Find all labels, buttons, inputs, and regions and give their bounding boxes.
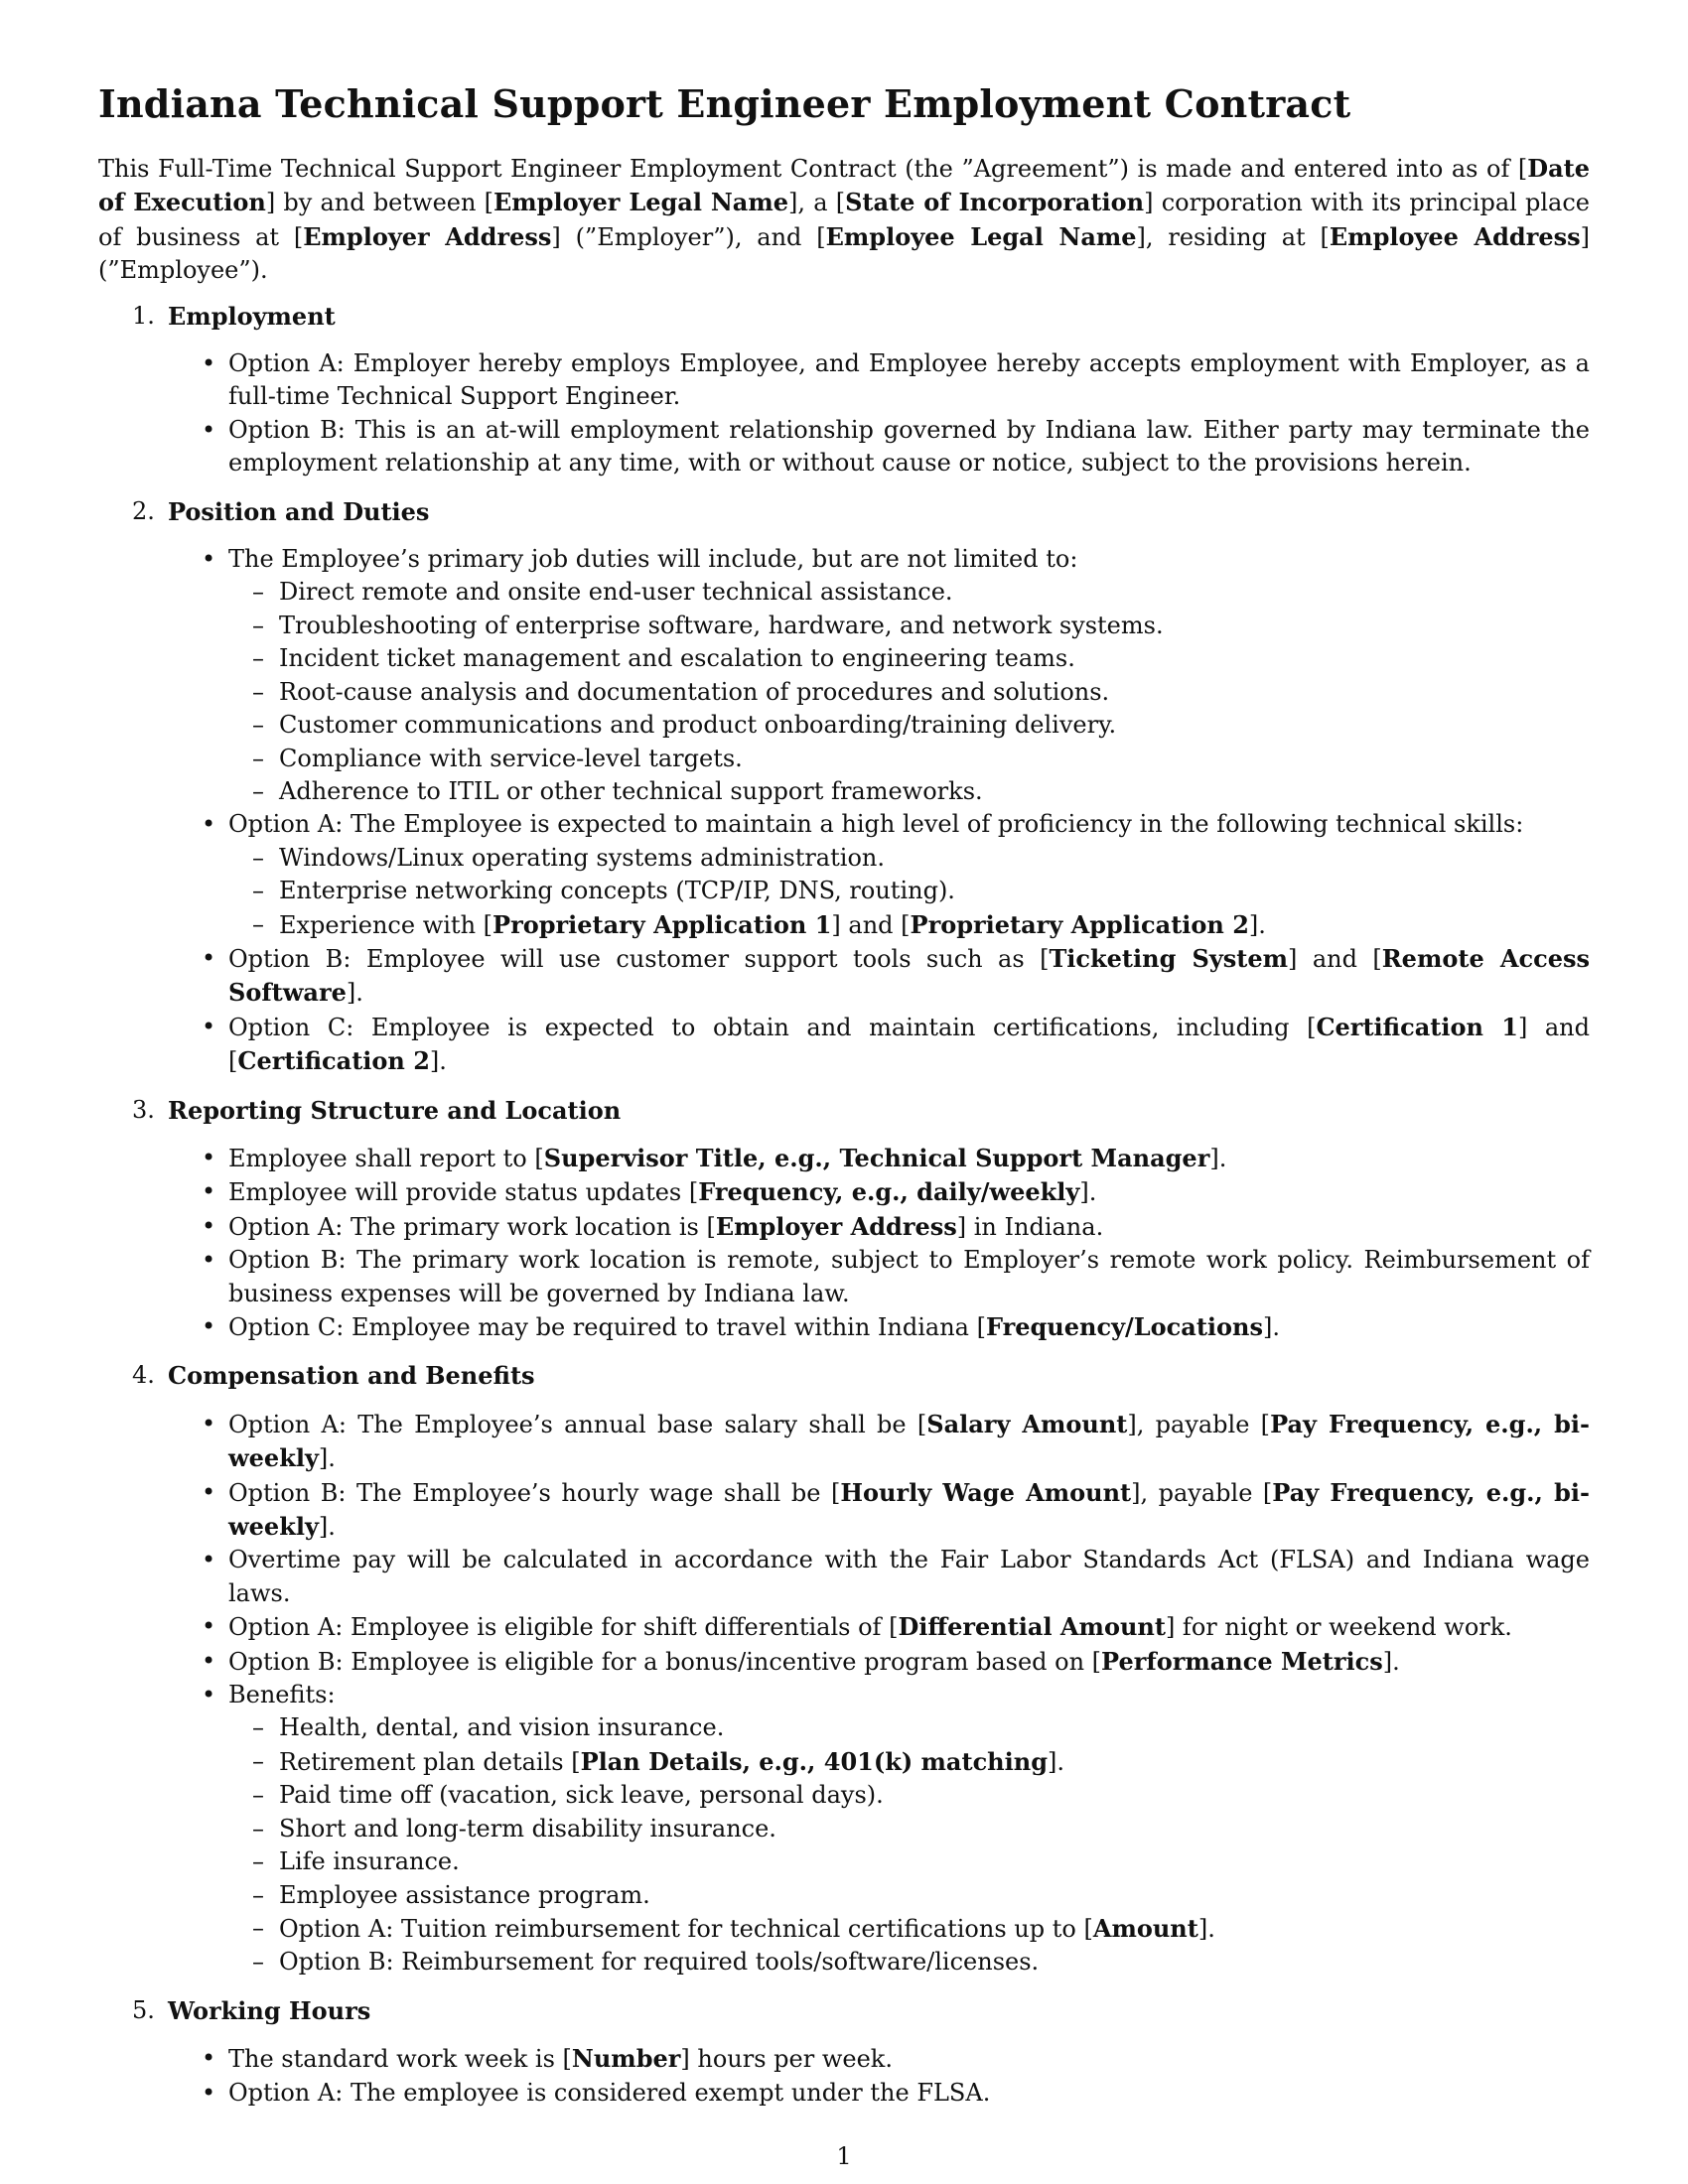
placeholder-field: Plan Details, e.g., 401(k) matching [580, 1746, 1048, 1776]
text-run: Direct remote and onsite end-user technical assistance. [279, 578, 953, 607]
bullet-item [168, 1408, 1590, 1476]
bullet-item [168, 1679, 1590, 1979]
sub-item [228, 576, 1590, 609]
sub-item [228, 1711, 1590, 1744]
text-run: Option A: Tuition reimbursement for technical certifications up to [ [279, 1914, 1093, 1943]
placeholder-field: Remote Access Software [228, 943, 1590, 1008]
contract-sections [98, 300, 1590, 2110]
section-title: Working Hours [168, 1995, 371, 2025]
text-run: ] (”Employer”), and [ [551, 222, 826, 251]
bullet-item [168, 2077, 1590, 2110]
text-run: Option B: Employee is eligible for a bonus/incentive program based on [ [228, 1647, 1102, 1676]
section-number: 4. [132, 1361, 155, 1390]
text-run: Compliance with service-level targets. [279, 744, 743, 772]
text-run: ] and [ [831, 910, 911, 939]
placeholder-field: Pay Frequency, e.g., bi-weekly [228, 1409, 1590, 1473]
intro-paragraph [98, 152, 1590, 288]
sub-item [228, 1912, 1590, 1946]
text-run: This Full-Time Technical Support Engineer Employment Contract (the ”Agreement”) is made and entered into as of [ [98, 155, 1528, 183]
bullet-item [168, 1011, 1590, 1079]
text-run: Windows/Linux operating systems administration. [279, 843, 885, 872]
text-run: Option B: Reimbursement for required tools/software/licenses. [279, 1948, 1040, 1977]
sub-item [228, 1845, 1590, 1878]
section-2 [98, 495, 1590, 1079]
text-run: Option B: The Employee’s hourly wage shall be [ [228, 1478, 841, 1507]
placeholder-field: Frequency, e.g., daily/weekly [698, 1177, 1080, 1207]
placeholder-field: Supervisor Title, e.g., Technical Support Manager [543, 1143, 1210, 1172]
text-run: ]. [318, 1513, 336, 1542]
bullet-item [168, 414, 1590, 480]
text-run: ] for night or weekend work. [1165, 1613, 1512, 1642]
placeholder-field: Employer Address [715, 1211, 957, 1241]
text-run: ]. [429, 1047, 447, 1076]
placeholder-field: Certification 2 [237, 1046, 430, 1076]
text-run: ] hours per week. [680, 2045, 893, 2074]
sub-list [228, 576, 1590, 808]
bullet-item [168, 808, 1590, 942]
text-run: Enterprise networking concepts (TCP/IP, DNS, routing). [279, 877, 955, 905]
text-run: Option A: The primary work location is [ [228, 1212, 716, 1241]
text-run: Option A: The employee is considered exempt under the FLSA. [228, 2078, 991, 2107]
text-run: Troubleshooting of enterprise software, hardware, and network systems. [279, 611, 1164, 639]
text-run: Incident ticket management and escalation to engineering teams. [279, 644, 1075, 673]
text-run: Option A: The Employee is expected to maintain a high level of proficiency in the following technical skills: [228, 810, 1524, 839]
placeholder-field: Number [571, 2044, 681, 2074]
text-run: ], a [ [788, 189, 846, 217]
text-run: Option A: The Employee’s annual base salary shall be [ [228, 1410, 927, 1438]
bullet-item [168, 1175, 1590, 1209]
section-title: Reporting Structure and Location [168, 1095, 622, 1125]
sub-item [228, 743, 1590, 775]
bullet-item [168, 1310, 1590, 1344]
text-run: Health, dental, and vision insurance. [279, 1713, 725, 1742]
text-run: ] in Indiana. [956, 1212, 1104, 1241]
placeholder-field: Certification 1 [1316, 1012, 1518, 1041]
text-run: Option B: The primary work location is remote, subject to Employer’s remote work policy. Reimbursement of business expenses will be governed by Indiana law. [228, 1246, 1590, 1307]
bullet-item [168, 347, 1590, 414]
sub-list [228, 1711, 1590, 1979]
text-run: ] corporation with its principal place of business at [ [98, 189, 1591, 251]
bullet-item [168, 1210, 1590, 1244]
bullet-item [168, 1645, 1590, 1679]
text-run: Option B: This is an at-will employment relationship governed by Indiana law. Either party may terminate the employment relationship at any time, with or without cause or notice, subject to the provisions herein. [228, 415, 1590, 478]
text-run: Option C: Employee may be required to travel within Indiana [ [228, 1313, 986, 1341]
text-run: ]. [1079, 1178, 1097, 1207]
text-run: Employee assistance program. [279, 1880, 650, 1909]
sub-item [228, 875, 1590, 907]
text-run: ]. [1382, 1647, 1400, 1676]
text-run: ], payable [ [1131, 1478, 1273, 1507]
placeholder-field: Amount [1092, 1913, 1198, 1943]
section-1 [98, 300, 1590, 480]
bullet-item [168, 1476, 1590, 1545]
section-number: 3. [132, 1095, 155, 1124]
sub-item [228, 1879, 1590, 1912]
sub-item [228, 642, 1590, 675]
placeholder-field: Employee Address [1329, 221, 1581, 251]
placeholder-field: Pay Frequency, e.g., bi-weekly [228, 1477, 1590, 1542]
placeholder-field: Performance Metrics [1101, 1646, 1383, 1676]
text-run: Paid time off (vacation, sick leave, personal days). [279, 1781, 884, 1810]
placeholder-field: Frequency/Locations [985, 1312, 1263, 1341]
sub-item [228, 1779, 1590, 1812]
bullet-list [168, 543, 1590, 1079]
text-run: ] (”Employee”). [98, 222, 1591, 285]
text-run: ]. [1263, 1313, 1280, 1341]
bullet-list [168, 1142, 1590, 1344]
text-run: ], residing at [ [1136, 222, 1330, 251]
section-number: 1. [132, 301, 155, 330]
text-run: Benefits: [228, 1681, 336, 1709]
text-run: ]. [1209, 1144, 1227, 1172]
text-run: Option A: Employee is eligible for shift differentials of [ [228, 1613, 899, 1642]
bullet-list [168, 347, 1590, 480]
section-title: Compensation and Benefits [168, 1361, 535, 1391]
text-run: Root-cause analysis and documentation of procedures and solutions. [279, 677, 1110, 706]
document-title: Indiana Technical Support Engineer Employment Contract [98, 81, 1351, 126]
text-run: Employee shall report to [ [228, 1144, 544, 1172]
section-number: 2. [132, 496, 155, 525]
text-run: Experience with [ [279, 910, 493, 939]
text-run: Employee will provide status updates [ [228, 1178, 699, 1207]
section-3 [98, 1094, 1590, 1345]
placeholder-field: Proprietary Application 2 [910, 909, 1249, 939]
text-run: Option A: Employer hereby employs Employee, and Employee hereby accepts employment with Employer, as a full-time Technical Support Engineer. [228, 349, 1590, 411]
bullet-list [168, 2042, 1590, 2110]
text-run: Customer communications and product onboarding/training delivery. [279, 711, 1117, 740]
sub-item [228, 1946, 1590, 1979]
section-title: Position and Duties [168, 496, 430, 526]
page-number: 1 [836, 2142, 852, 2170]
text-run: ] by and between [ [265, 189, 493, 217]
placeholder-field: Salary Amount [926, 1409, 1128, 1438]
text-run: The standard work week is [ [228, 2045, 572, 2074]
bullet-item [168, 2042, 1590, 2076]
bullet-item [168, 1544, 1590, 1610]
placeholder-field: Hourly Wage Amount [840, 1477, 1132, 1507]
bullet-item [168, 1610, 1590, 1644]
sub-item [228, 775, 1590, 808]
text-run: ]. [1047, 1747, 1064, 1776]
bullet-list [168, 1408, 1590, 1979]
section-5 [98, 1994, 1590, 2110]
bullet-item [168, 543, 1590, 808]
section-title: Employment [168, 301, 336, 331]
placeholder-field: Date of Execution [98, 154, 1590, 217]
section-number: 5. [132, 1995, 155, 2024]
bullet-item [168, 1142, 1590, 1175]
sub-item [228, 610, 1590, 642]
placeholder-field: Employer Address [303, 221, 552, 251]
sub-list [228, 842, 1590, 942]
placeholder-field: State of Incorporation [845, 188, 1145, 217]
text-run: ]. [318, 1444, 336, 1473]
bullet-item [168, 942, 1590, 1011]
sub-item [228, 676, 1590, 709]
bullet-item [168, 1244, 1590, 1310]
placeholder-field: Proprietary Application 1 [492, 909, 832, 939]
sub-item [228, 1745, 1590, 1779]
sub-item [228, 908, 1590, 942]
text-run: ] and [ [1288, 944, 1382, 973]
text-run: Option B: Employee will use customer support tools such as [ [228, 944, 1050, 973]
placeholder-field: Differential Amount [898, 1612, 1166, 1642]
sub-item [228, 709, 1590, 742]
text-run: ]. [346, 979, 363, 1008]
text-run: Life insurance. [279, 1847, 460, 1876]
text-run: ]. [1248, 910, 1266, 939]
placeholder-field: Employer Legal Name [492, 188, 789, 217]
section-4 [98, 1359, 1590, 1979]
placeholder-field: Ticketing System [1049, 943, 1289, 973]
text-run: Adherence to ITIL or other technical support frameworks. [279, 776, 983, 805]
text-run: ]. [1197, 1914, 1215, 1943]
text-run: The Employee’s primary job duties will include, but are not limited to: [228, 545, 1078, 574]
text-run: Retirement plan details [ [279, 1747, 581, 1776]
sub-item [228, 1813, 1590, 1845]
text-run: Short and long-term disability insurance. [279, 1814, 776, 1843]
text-run: Overtime pay will be calculated in accordance with the Fair Labor Standards Act (FLSA) and Indiana wage laws. [228, 1546, 1590, 1607]
text-run: ] and [ [228, 1013, 1591, 1076]
placeholder-field: Employee Legal Name [825, 221, 1137, 251]
text-run: Option C: Employee is expected to obtain and maintain certifications, including [ [228, 1013, 1317, 1041]
text-run: ], payable [ [1127, 1410, 1271, 1438]
sub-item [228, 842, 1590, 875]
